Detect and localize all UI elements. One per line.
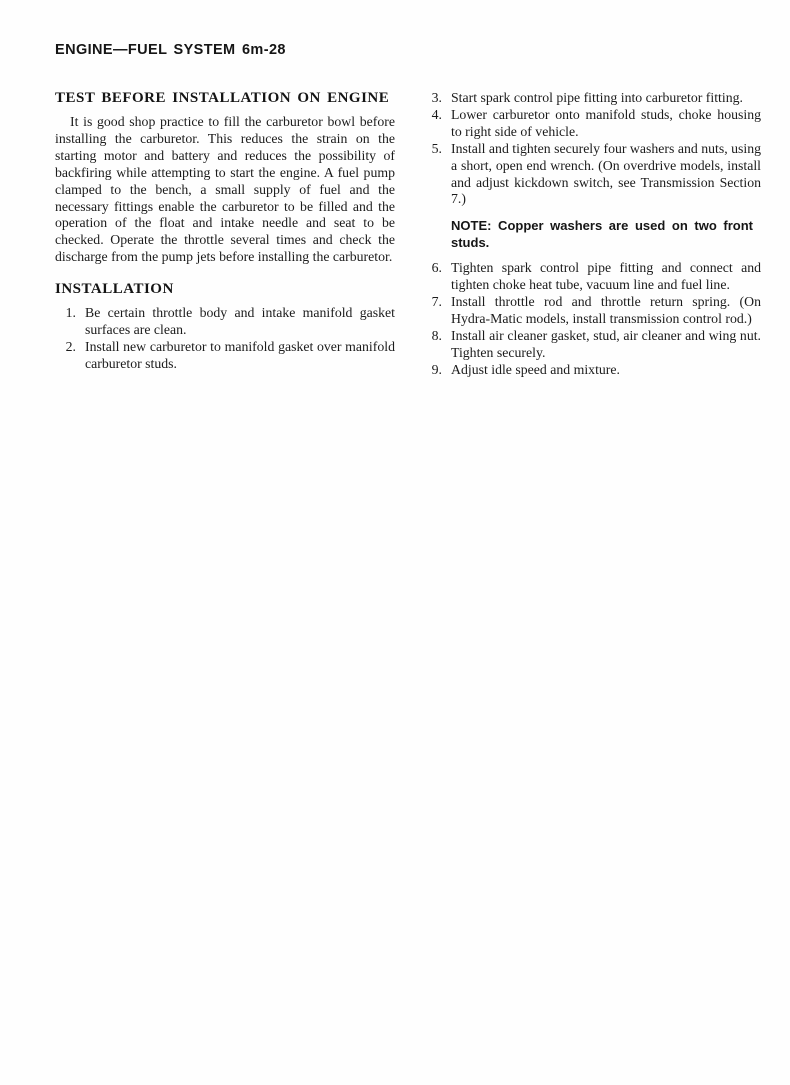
item-number: 3. (431, 90, 442, 105)
item-number: 2. (65, 338, 76, 354)
list-item (421, 107, 761, 141)
test-section-paragraph: It is good shop practice to fill the carburetor bowl before installing the carburetor. This reduces the strain on the starting motor and battery and reduces the possibility of backfiring while attempting to start the engine. A fuel pump clamped to the bench, a small supply of fuel and the necessary fittings enable the carburetor to be filled and the operation of the float and intake needle and seat to be checked. Operate the throttle several times and check the discharge from the pump jets before installing the carburetor. (55, 114, 395, 265)
left-column (55, 90, 395, 379)
list-item (421, 90, 761, 107)
item-number: 1. (65, 305, 76, 321)
item-number: 8. (431, 327, 442, 343)
item-text: Install throttle rod and throttle return spring. (On Hydra-Matic models, install transmission control rod.) (451, 294, 761, 327)
installation-list-continued (421, 90, 761, 379)
page-header: ENGINE—FUEL SYSTEM 6m-28 (55, 42, 286, 58)
list-item (421, 260, 761, 294)
list-item (55, 339, 395, 373)
right-column (421, 90, 761, 379)
item-number: 9. (431, 361, 442, 377)
two-column-layout (55, 90, 761, 379)
item-text: Lower carburetor onto manifold studs, choke housing to right side of vehicle. (451, 106, 761, 139)
item-text: Be certain throttle body and intake manifold gasket surfaces are clean. (85, 305, 395, 338)
installation-list (55, 305, 395, 373)
list-item (421, 362, 761, 379)
item-text: Install air cleaner gasket, stud, air cleaner and wing nut. Tighten securely. (451, 327, 761, 360)
list-item (421, 141, 761, 209)
item-number: 7. (431, 294, 442, 310)
list-item (421, 294, 761, 328)
item-text: Install and tighten securely four washers and nuts, using a short, open end wrench. (On overdrive models, install and adjust kickdown switch, see Transmission Section 7.) (451, 140, 761, 207)
item-number: 5. (431, 140, 442, 156)
section-heading-test-before-installation: TEST BEFORE INSTALLATION ON ENGINE (55, 90, 390, 106)
item-text: Adjust idle speed and mixture. (451, 361, 620, 377)
section-heading-installation: INSTALLATION (55, 281, 174, 298)
item-number: 4. (431, 106, 442, 122)
list-item (55, 305, 395, 339)
note-copper-washers: NOTE: Copper washers are used on two front studs. (451, 218, 753, 251)
item-text: Install new carburetor to manifold gasket over manifold carburetor studs. (85, 338, 395, 371)
item-text: Tighten spark control pipe fitting and connect and tighten choke heat tube, vacuum line and fuel line. (451, 260, 761, 293)
list-item (421, 328, 761, 362)
item-text: Start spark control pipe fitting into carburetor fitting. (451, 90, 743, 105)
item-number: 6. (431, 260, 442, 276)
